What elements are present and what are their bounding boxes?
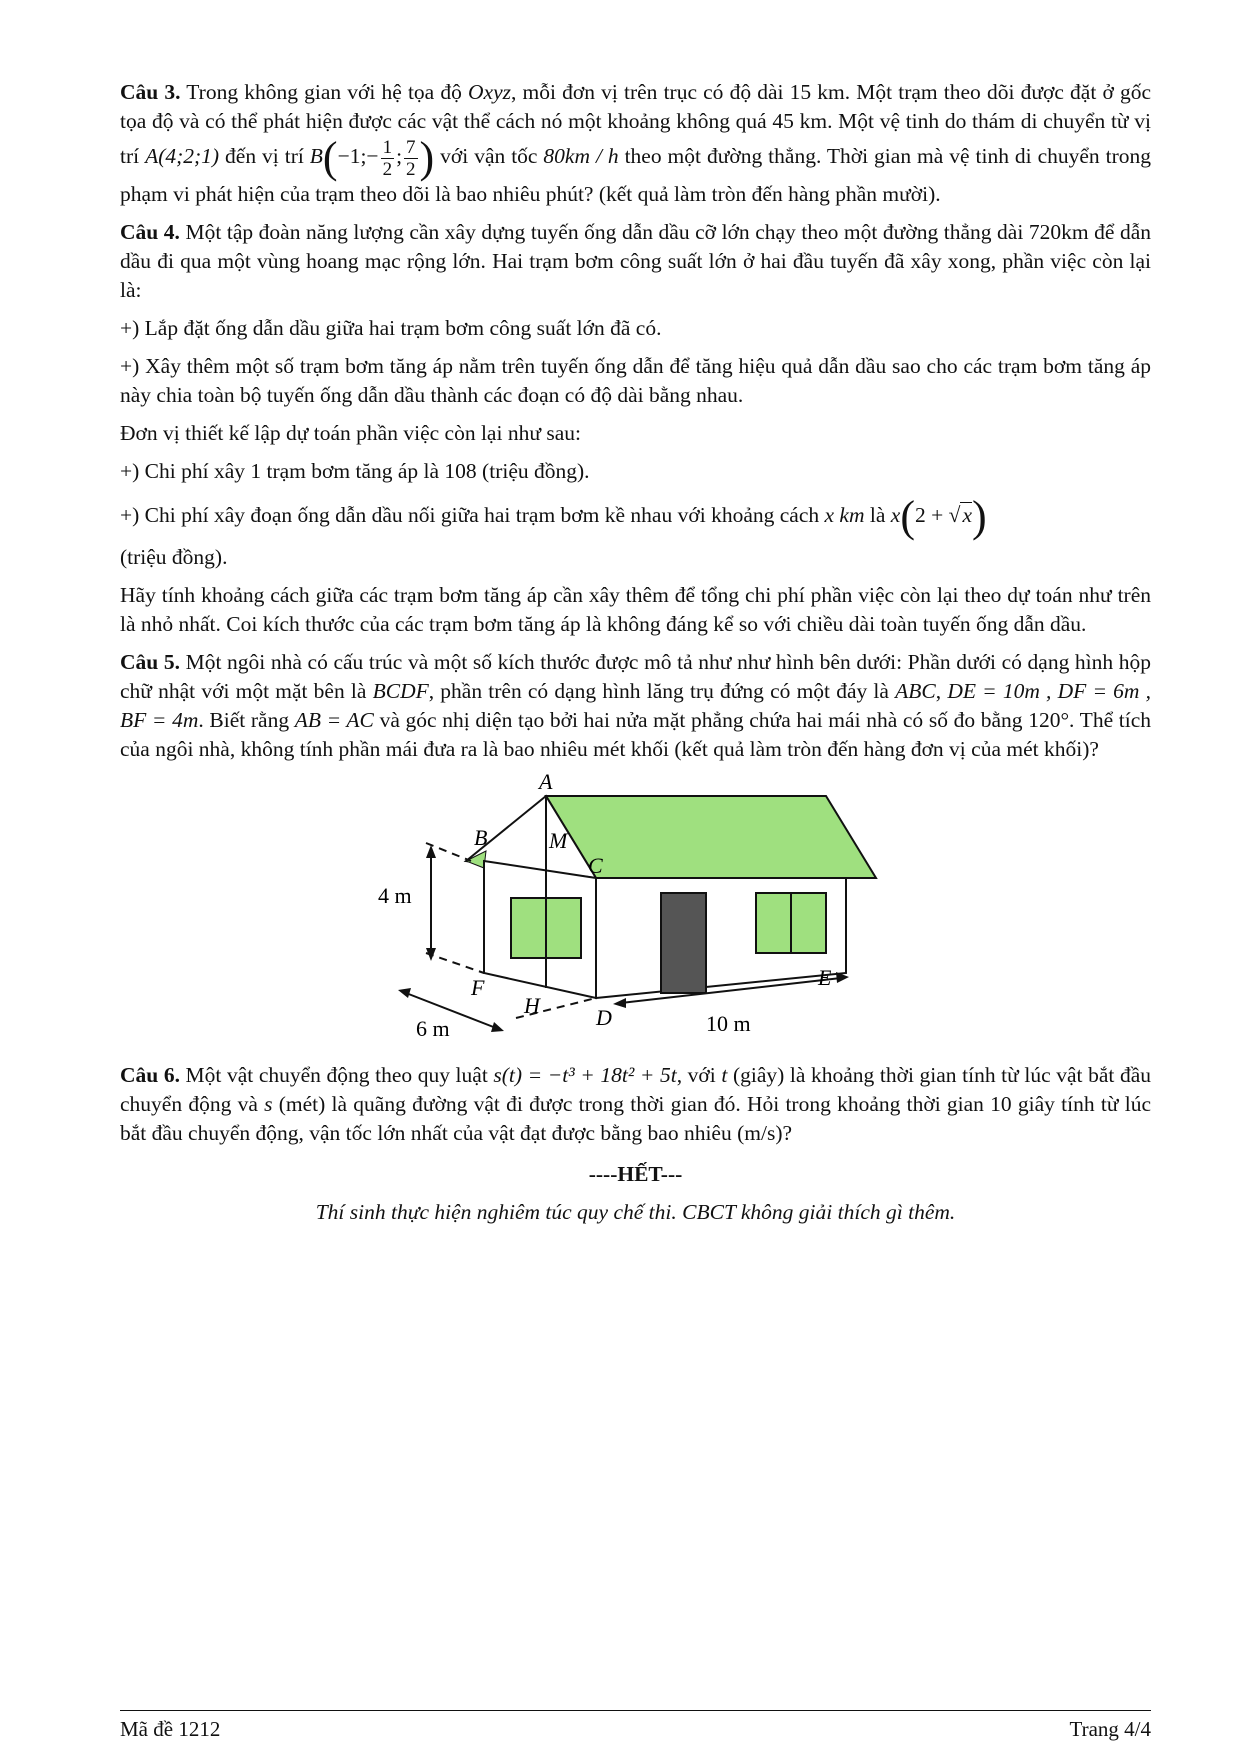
q4-paragraph: Đơn vị thiết kế lập dự toán phần việc còn lại như sau:	[120, 421, 581, 445]
xkm: x km	[824, 502, 865, 527]
sqrt-x: x	[962, 502, 972, 527]
dash-f	[426, 953, 484, 973]
fraction	[404, 137, 418, 180]
q4-paragraph: +) Lắp đặt ống dẫn dầu giữa hai trạm bơm công suất lớn đã có.	[120, 316, 662, 340]
label-c: C	[587, 853, 603, 878]
label-b: B	[473, 825, 487, 850]
end-mark: ----HẾT---	[588, 1162, 683, 1186]
point-b-x: −1;−	[337, 143, 379, 168]
label-h: H	[523, 993, 540, 1018]
page-number: Trang 4/4	[1069, 1717, 1151, 1741]
fraction-den: 2	[382, 158, 393, 180]
q4-paragraph: (triệu đồng).	[120, 545, 228, 569]
abc: ABC	[895, 679, 936, 703]
label-4m: 4 m	[377, 883, 412, 908]
x-var: x	[890, 502, 901, 527]
q3-text: , mỗi đơn vị trên trục có độ dài 15 km. Một trạm theo dõi được đặt ở gốc tọa độ và có thể phát hiện được các vật thể cách nó một khoảng không quá 45 km. Một vệ tinh do thám di chuyển từ vị trí	[120, 80, 1151, 168]
exam-page	[120, 78, 1151, 1236]
q5-text: và góc nhị diện tạo bởi hai nửa mặt phẳng chứa hai mái nhà có số đo bằng 120°. Thể tích của ngôi nhà, không tính phần mái đưa ra là bao nhiêu mét khối (kết quả làm tròn đến hàng đơn vị của mét khối)?	[120, 708, 1152, 761]
door	[661, 893, 706, 993]
arrow-head	[426, 845, 436, 858]
question-3-label: Câu 3.	[120, 80, 181, 104]
bcdf: BCDF	[372, 679, 429, 703]
label-a: A	[538, 773, 552, 794]
page-footer	[120, 1710, 1151, 1742]
q3-text: với vận tốc	[440, 143, 538, 168]
house-figure	[120, 773, 1151, 1043]
question-4-label: Câu 4.	[120, 220, 180, 244]
q4-paragraph: Một tập đoàn năng lượng cần xây dựng tuyến ống dẫn dầu cỡ lớn chạy theo một đường thẳng dài 720km để dẫn dầu đi qua một vùng hoang mạc rộng lớn. Hai trạm bơm công suất lớn ở hai đầu tuyến đã xây xong, phần việc còn lại là:	[120, 220, 1152, 302]
arrow-head	[613, 998, 626, 1008]
fraction-num: 1	[382, 136, 393, 158]
q5-text: ,	[935, 679, 942, 703]
arrow-head	[491, 1022, 504, 1032]
label-6m: 6 m	[415, 1016, 450, 1041]
label-10m: 10 m	[705, 1011, 751, 1036]
end-note: Thí sinh thực hiện nghiêm túc quy chế thi. CBCT không giải thích gì thêm.	[315, 1200, 956, 1224]
q6-text: (giây) là khoảng thời gian tính từ lúc vật bắt đầu chuyển động và	[120, 1063, 1151, 1116]
q3-oxyz: Oxyz	[468, 80, 511, 104]
question-5-label: Câu 5.	[120, 650, 180, 674]
fraction-num: 7	[406, 136, 416, 158]
t-var: t	[721, 1063, 728, 1087]
q4-paragraph: +) Xây thêm một số trạm bơm tăng áp nằm trên tuyến ống dẫn để tăng hiệu quả dẫn dầu sao cho các trạm bơm tăng áp này chia toàn bộ tuyến ống dẫn dầu thành các đoạn có độ dài bằng nhau.	[120, 354, 1151, 407]
q3-text: đến vị trí	[225, 143, 304, 168]
point-b-name: B	[309, 143, 323, 168]
point-b: B(−1;− $\frac{1}{2}$ ; $\frac{7}{2}$ )	[309, 133, 435, 182]
question-3	[120, 78, 1151, 209]
speed: 80km / h	[543, 143, 619, 168]
q5-text: . Biết rằng	[198, 708, 290, 732]
point-a: A(4;2;1)	[145, 143, 220, 168]
q4-cost-formula: +) Chi phí xây đoạn ống dẫn dầu nối giữa hai trạm bơm kề nhau với khoảng cách x km là x(2 + √x)	[120, 492, 987, 541]
q4-paragraph: Hãy tính khoảng cách giữa các trạm bơm tăng áp cần xây thêm để tổng chi phí phần việc còn lại theo dự toán như trên là nhỏ nhất. Coi kích thước của các trạm bơm tăng áp là không đáng kể so với chiều dài toàn tuyến ống dẫn dầu.	[120, 583, 1151, 636]
q4-paragraph: +) Chi phí xây 1 trạm bơm tăng áp là 108 (triệu đồng).	[120, 459, 590, 483]
q6-text: (mét) là quãng đường vật đi được trong thời gian đó. Hỏi trong khoảng thời gian 10 giây tính từ lúc bắt đầu chuyển động, vận tốc lớn nhất của vật đạt được bằng bao nhiêu (m/s)?	[120, 1092, 1152, 1145]
question-5	[120, 648, 1151, 764]
q6-text: , với	[676, 1063, 716, 1087]
q3-text: theo một đường thẳng. Thời gian mà vệ tinh di chuyển trong phạm vi phát hiện của trạm theo dõi là bao nhiêu phút? (kết quả làm tròn đến hàng phần mười).	[120, 143, 1151, 206]
s-var: s	[264, 1092, 273, 1116]
q5-text: Một ngôi nhà có cấu trúc và một số kích thước được mô tả như như hình bên dưới: Phần dưới có dạng hình hộp chữ nhật với một mặt bên là	[120, 650, 1152, 703]
ab-ac: AB = AC	[294, 708, 374, 732]
house-diagram	[376, 773, 896, 1043]
fraction-den: 2	[406, 158, 416, 180]
q4-text: là	[869, 502, 886, 527]
q3-text: Trong không gian với hệ tọa độ	[186, 80, 462, 104]
question-6-label: Câu 6.	[120, 1063, 180, 1087]
motion-formula: s(t) = −t³ + 18t² + 5t	[493, 1063, 677, 1087]
question-4	[120, 218, 1151, 305]
arrow-head	[398, 988, 411, 998]
q4-text: +) Chi phí xây đoạn ống dẫn dầu nối giữa hai trạm bơm kề nhau với khoảng cách	[120, 502, 820, 527]
q5-text: , phần trên có dạng hình lăng trụ đứng có một đáy là	[428, 679, 889, 703]
label-f: F	[470, 975, 484, 1000]
question-6	[120, 1061, 1151, 1148]
inner: 2 +	[914, 502, 944, 527]
exam-code: Mã đề 1212	[120, 1717, 221, 1741]
fraction	[381, 137, 395, 180]
label-d: D	[595, 1005, 612, 1030]
dimensions: DE = 10m , DF = 6m , BF = 4m	[120, 679, 1151, 732]
label-m: M	[548, 828, 567, 853]
label-e: E	[817, 965, 831, 990]
q6-text: Một vật chuyển động theo quy luật	[185, 1063, 488, 1087]
